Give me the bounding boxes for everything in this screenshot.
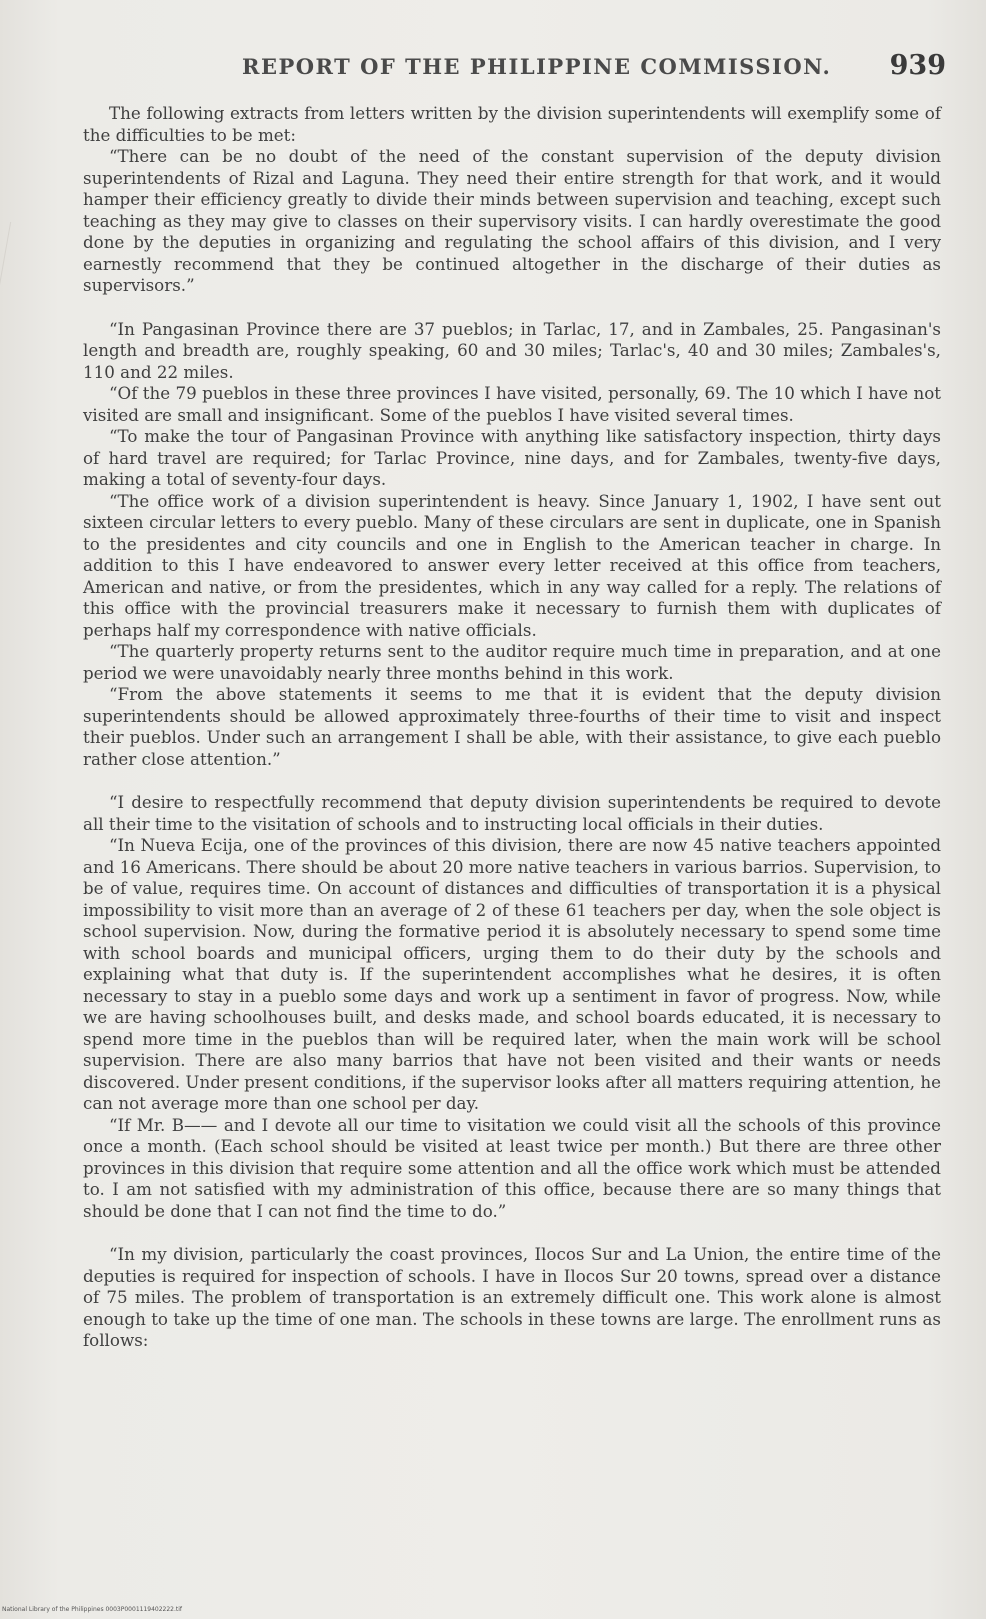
body-text <box>83 103 941 1352</box>
page-number: 939 <box>889 50 946 81</box>
paragraph-property-returns: “The quarterly property returns sent to the auditor require much time in preparation, and at one period we were unavoidably nearly three months behind in this work. <box>83 641 941 683</box>
paragraph-mr-b: “If Mr. B—— and I devote all our time to visitation we could visit all the schools of this province once a month. (Each school should be visited at least twice per month.) But there are three other provinces in this division that require some attention and all the office work which must be attended to. I am not satisfied with my administration of this office, because there are so many things that should be done that I can not find the time to do.” <box>83 1114 941 1221</box>
scan-credit: National Library of the Philippines 0003P0001119402222.tif <box>2 1606 183 1613</box>
paragraph-ilocos: “In my division, particularly the coast provinces, Ilocos Sur and La Union, the entire time of the deputies is required for inspection of schools. I have in Ilocos Sur 20 towns, spread over a distance of 75 miles. The problem of transportation is an extremely difficult one. This work alone is almost enough to take up the time of one man. The schools in these towns are large. The enrollment runs as follows: <box>83 1244 941 1350</box>
paragraph-tour: “To make the tour of Pangasinan Province with anything like satisfactory inspection, thirty days of hard travel are required; for Tarlac Province, nine days, and for Zambales, twenty-five days, making a total of seventy-four days. <box>83 426 941 489</box>
paragraph-office-work: “The office work of a division superintendent is heavy. Since January 1, 1902, I have sent out sixteen circular letters to every pueblo. Many of these circulars are sent in duplicate, one in Spanish to the presidentes and city councils and one in English to the American teacher in charge. In addition to this I have endeavored to answer every letter received at this office from teachers, American and native, or from the presidentes, which in any way called for a reply. The relations of this office with the provincial treasurers make it necessary to furnish them with duplicates of perhaps half my correspondence with native officials. <box>83 490 941 640</box>
paragraph-statements: “From the above statements it seems to me that it is evident that the deputy division superintendents should be allowed approximately three-fourths of their time to visit and inspect their pueblos. Under such an arrangement I shall be able, with their assistance, to give each pueblo rather close attention.” <box>83 684 941 769</box>
paragraph-pueblos-visited: “Of the 79 pueblos in these three provinces I have visited, personally, 69. The 10 which I have not visited are small and insignificant. Some of the pueblos I have visited several times. <box>83 383 941 425</box>
paragraph-pangasinan: “In Pangasinan Province there are 37 pueblos; in Tarlac, 17, and in Zambales, 25. Pangasinan's length and breadth are, roughly speaking, 60 and 30 miles; Tarlac's, 40 and 30 miles; Zambales's, 110 and 22 miles. <box>83 318 941 382</box>
margin-pencil-mark <box>0 222 53 292</box>
paragraph-recommend: “I desire to respectfully recommend that deputy division superintendents be required to devote all their time to the visitation of schools and to instructing local officials in their duties. <box>83 792 941 834</box>
paragraph-nueva-ecija: “In Nueva Ecija, one of the provinces of this division, there are now 45 native teachers appointed and 16 Americans. There should be about 20 more native teachers in various barrios. Supervision, to be of value, requires time. On account of distances and difficulties of transportation it is a physical impossibility to visit more than an average of 2 of these 61 teachers per day, when the sole object is school supervision. Now, during the formative period it is absolutely necessary to spend some time with school boards and municipal officers, urging them to do their duty by the schools and explaining what that duty is. If the superintendent accomplishes what he desires, it is often necessary to stay in a pueblo some days and work up a sentiment in favor of progress. Now, while we are having schoolhouses built, and desks made, and school boards educated, it is necessary to spend more time in the pueblos than will be required later, when the main work will be school supervision. There are also many barrios that have not been visited and their wants or needs discovered. Under present conditions, if the supervisor looks after all matters requiring attention, he can not average more than one school per day. <box>83 835 941 1113</box>
page-header <box>108 50 946 90</box>
running-head: REPORT OF THE PHILIPPINE COMMISSION. <box>242 54 832 79</box>
paragraph-rizal-laguna: “There can be no doubt of the need of the constant supervision of the deputy division superintendents of Rizal and Laguna. They need their entire strength for that work, and it would hamper their efficiency greatly to divide their minds between supervision and teaching, except such teaching as they may give to classes on their supervisory visits. I can hardly overestimate the good done by the deputies in organizing and regulating the school affairs of this division, and I very earnestly recommend that they be continued altogether in the discharge of their duties as supervisors.” <box>83 146 941 295</box>
paragraph-intro: The following extracts from letters written by the division superintendents will exemplify some of the difficulties to be met: <box>83 103 941 145</box>
